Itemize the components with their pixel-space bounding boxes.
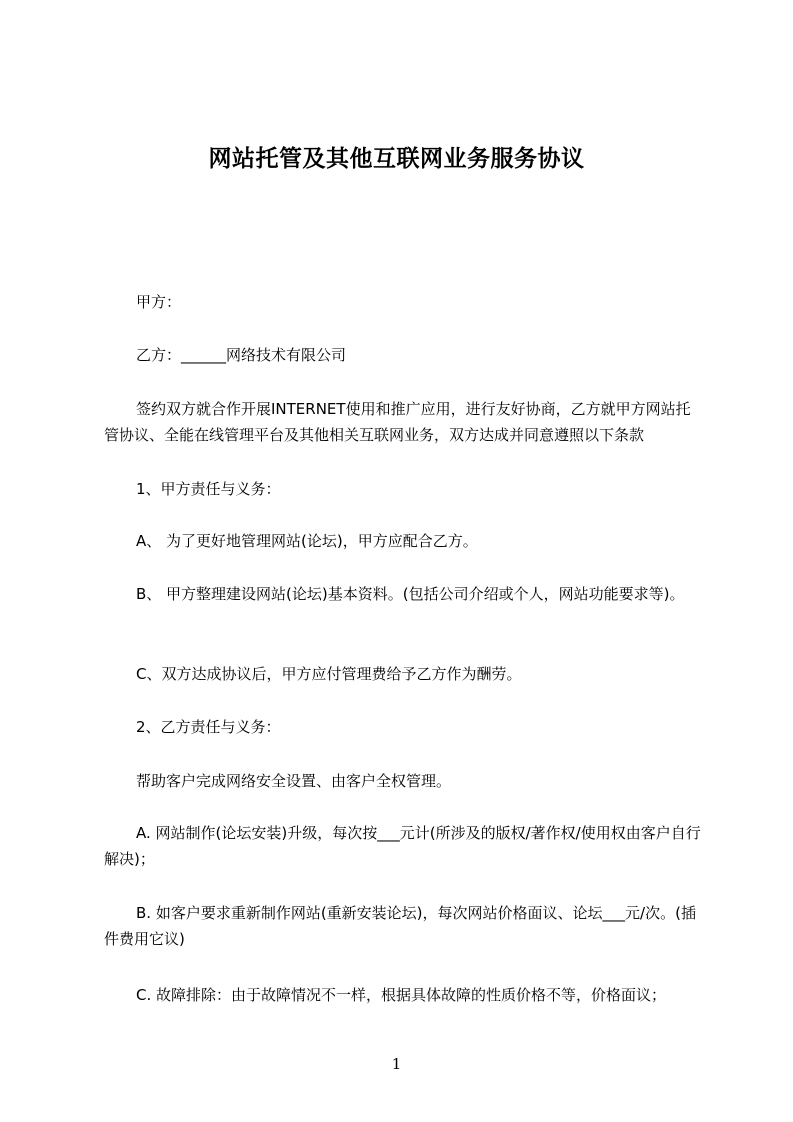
party-a-line: 甲方： <box>136 293 182 311</box>
clause-1a: A、 为了更好地管理网站(论坛)，甲方应配合乙方。 <box>136 532 478 550</box>
clause-2c: C. 故障排除：由于故障情况不一样，根据具体故障的性质价格不等，价格面议； <box>136 986 667 1004</box>
section-2-heading: 2、乙方责任与义务： <box>136 718 281 736</box>
page-number: 1 <box>391 1055 402 1073</box>
section-1-heading: 1、甲方责任与义务： <box>136 480 281 498</box>
clause-1c: C、双方达成协议后，甲方应付管理费给予乙方作为酬劳。 <box>136 665 522 683</box>
preamble-paragraph: 签约双方就合作开展INTERNET使用和推广应用，进行友好协商，乙方就甲方网站托管协议、全能在线管理平台及其他相关互联网业务，双方达成并同意遵照以下条款 <box>104 400 691 444</box>
clause-1b: B、 甲方整理建设网站(论坛)基本资料。(包括公司介绍或个人，网站功能要求等)。 <box>136 585 685 603</box>
clause-2b: B. 如客户要求重新制作网站(重新安装论坛)，每次网站价格面议、论坛___元/次。(插件费用它议) <box>104 904 696 948</box>
section-2-intro: 帮助客户完成网络安全设置、由客户全权管理。 <box>136 772 452 790</box>
party-b-line: 乙方：______网络技术有限公司 <box>136 346 347 364</box>
clause-2a: A. 网站制作(论坛安装)升级，每次按___元计(所涉及的版权/著作权/使用权由客户自行解决)； <box>104 824 701 868</box>
document-title: 网站托管及其他互联网业务服务协议 <box>208 146 585 172</box>
